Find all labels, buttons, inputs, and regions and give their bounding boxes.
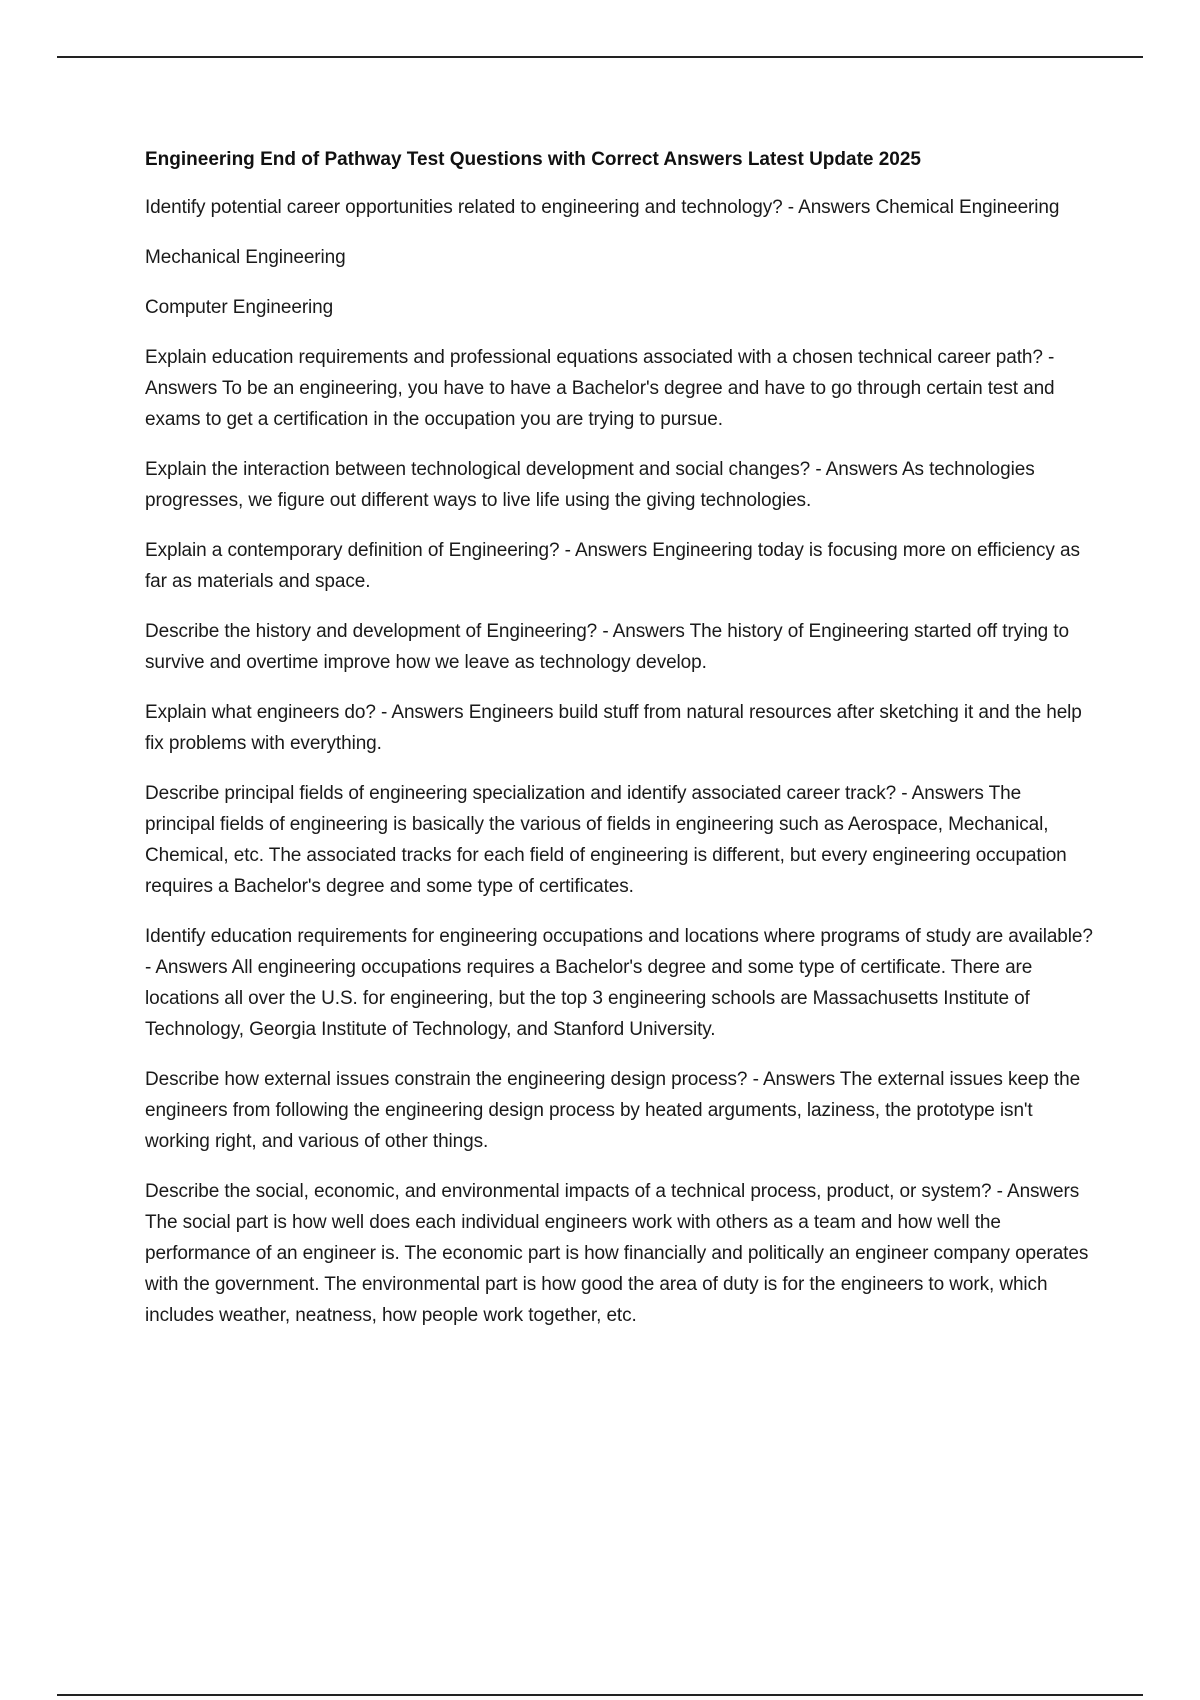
paragraph-principal-fields: Describe principal fields of engineering specialization and identify associated career track? - Answers The principal fields of engineering is basically the various of fields in engineering such as Aerospace, Mechanical, Chemical, etc. The associated tracks for each field of engineering is different, but every engineering occupation requires a Bachelor's degree and some type of certificates. [145, 783, 1067, 897]
paragraph-technology-social-changes: Explain the interaction between technological development and social changes? - Answers As technologies progresses, we figure out different ways to live life using the giving technologies. [145, 459, 1035, 511]
paragraph-contemporary-definition: Explain a contemporary definition of Engineering? - Answers Engineering today is focusing more on efficiency as far as materials and space. [145, 540, 1080, 592]
paragraph-education-requirements: Explain education requirements and professional equations associated with a chosen technical career path? - Answers To be an engineering, you have to have a Bachelor's degree and have to go through certain test and exams to get a certification in the occupation you are trying to pursue. [145, 347, 1055, 430]
document-title: Engineering End of Pathway Test Questions with Correct Answers Latest Update 2025 [145, 149, 922, 170]
paragraph-impacts: Describe the social, economic, and environmental impacts of a technical process, product, or system? - Answers The social part is how well does each individual engineers work with others as a team and how well the performance of an engineer is. The economic part is how financially and politically an engineer company operates with the government. The environmental part is how good the area of duty is for the engineers to work, which includes weather, neatness, how people work together, etc. [145, 1181, 1089, 1326]
paragraph-external-issues: Describe how external issues constrain the engineering design process? - Answers The external issues keep the engineers from following the engineering design process by heated arguments, laziness, the prototype isn't working right, and various of other things. [145, 1069, 1081, 1152]
paragraph-mechanical-engineering: Mechanical Engineering [145, 247, 346, 268]
paragraph-education-locations: Identify education requirements for engineering occupations and locations where programs of study are available? - Answers All engineering occupations requires a Bachelor's degree and some type of certificate. There are locations all over the U.S. for engineering, but the top 3 engineering schools are Massachusetts Institute of Technology, Georgia Institute of Technology, and Stanford University. [145, 926, 1093, 1040]
footer-rule [57, 1694, 1143, 1696]
paragraph-computer-engineering: Computer Engineering [145, 297, 334, 318]
document-body [145, 145, 1095, 1350]
paragraph-history-development: Describe the history and development of Engineering? - Answers The history of Engineering started off trying to survive and overtime improve how we leave as technology develop. [145, 621, 1069, 673]
paragraph-what-engineers-do: Explain what engineers do? - Answers Engineers build stuff from natural resources after sketching it and the help fix problems with everything. [145, 702, 1082, 754]
header-rule [57, 56, 1143, 58]
paragraph-career-opportunities: Identify potential career opportunities related to engineering and technology? - Answers Chemical Engineering [145, 197, 1060, 218]
